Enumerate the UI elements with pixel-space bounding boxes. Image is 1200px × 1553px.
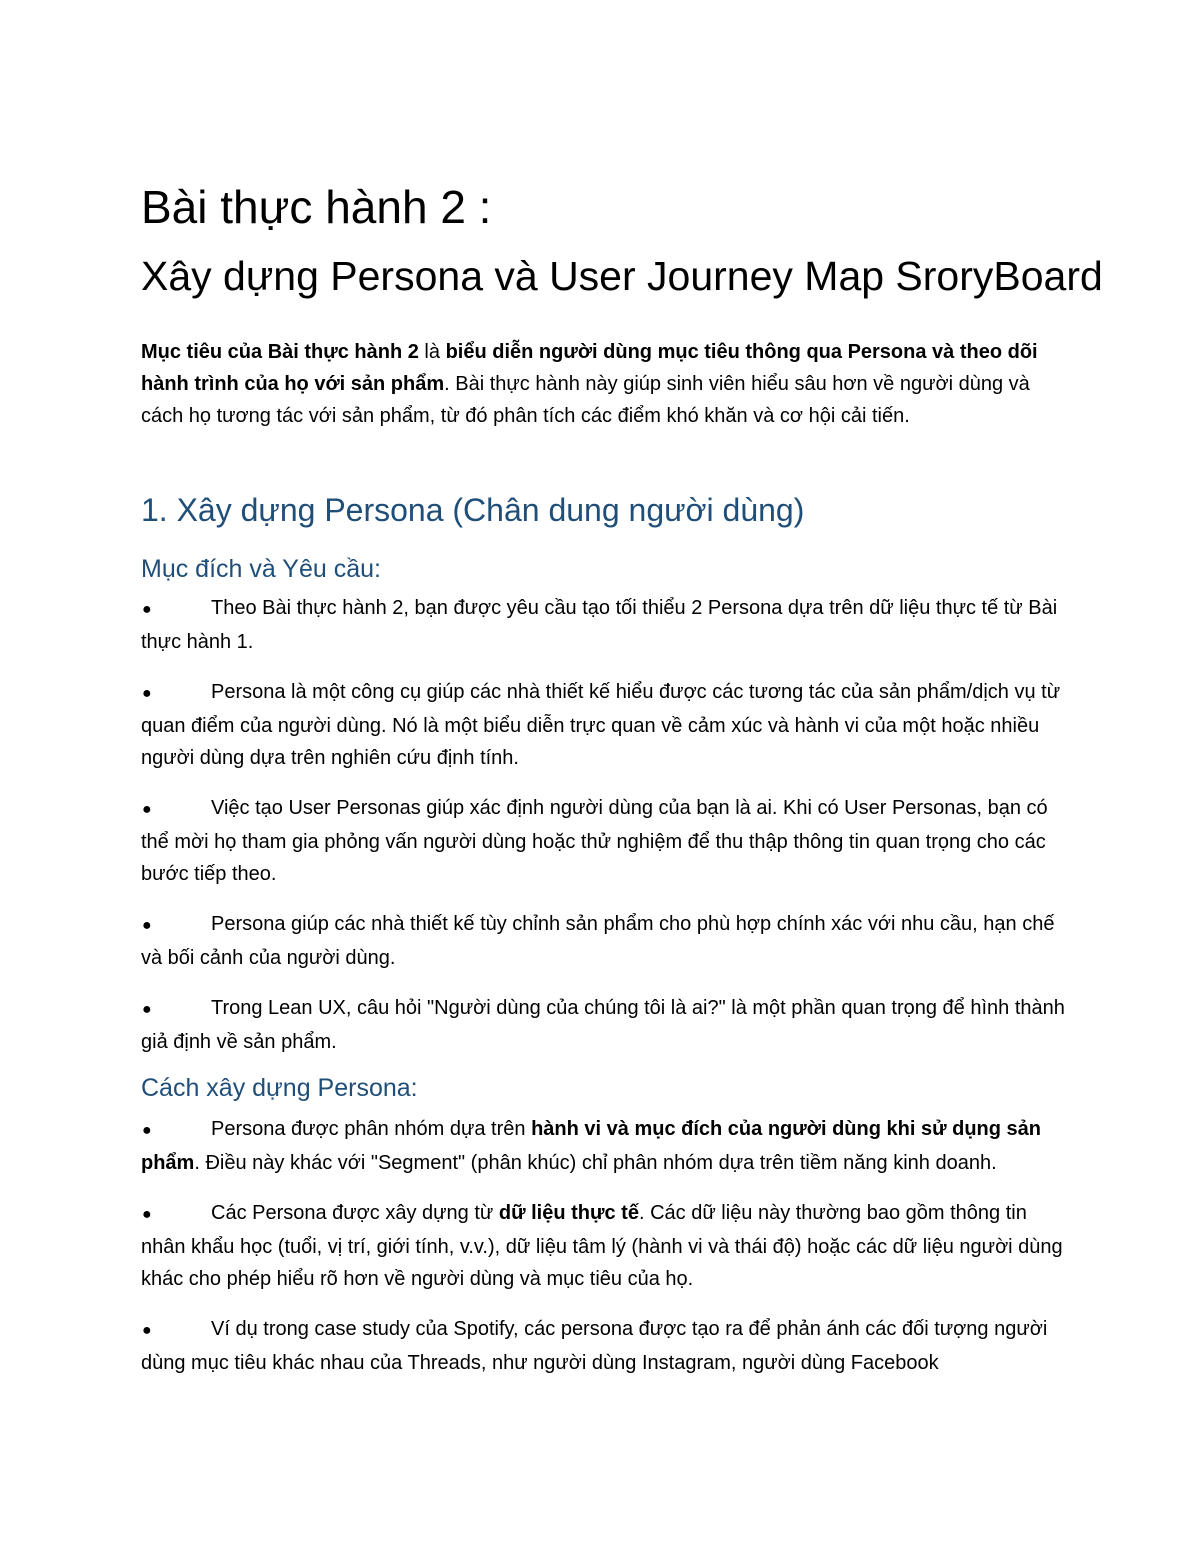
- bullet-icon: [141, 1315, 211, 1347]
- list-item-text: Việc tạo User Personas giúp xác định người dùng của bạn là ai. Khi có User Personas, bạn có thể mời họ tham gia phỏng vấn người dùng hoặc thử nghiệm để thu thập thông tin quan trọng cho các bước tiếp theo.: [141, 797, 1048, 885]
- intro-bold-mid: biểu diễn người dùng mục tiêu thông qua Persona và theo dõi hành trình của họ với sản phẩm: [141, 341, 1038, 395]
- list-item-text: Persona được phân nhóm dựa trên: [211, 1118, 532, 1140]
- purpose-heading: Mục đích và Yêu cầu:: [141, 555, 381, 583]
- list-item-text: . Điều này khác với "Segment" (phân khúc) chỉ phân nhóm dựa trên tiềm năng kinh doanh.: [194, 1152, 997, 1174]
- purpose-list: [141, 592, 1066, 1076]
- list-item-text: Persona là một công cụ giúp các nhà thiết kế hiểu được các tương tác của sản phẩm/dịch vụ từ quan điểm của người dùng. Nó là một biểu diễn trực quan về cảm xúc và hành vi của một hoặc nhiều người dùng dựa trên nghiên cứu định tính.: [141, 681, 1061, 769]
- list-item: [141, 908, 1066, 974]
- list-item: [141, 676, 1066, 774]
- section-1-heading: 1. Xây dựng Persona (Chân dung người dùng): [141, 492, 805, 528]
- bullet-icon: [141, 1115, 211, 1147]
- document-subtitle: Xây dựng Persona và User Journey Map SroryBoard: [141, 253, 1103, 299]
- list-item-text: Ví dụ trong case study của Spotify, các persona được tạo ra để phản ánh các đối tượng người dùng mục tiêu khác nhau của Threads, như người dùng Instagram, người dùng Facebook: [141, 1318, 1048, 1374]
- list-item: [141, 792, 1066, 890]
- how-to-heading: Cách xây dựng Persona:: [141, 1074, 418, 1102]
- list-item-text: Trong Lean UX, câu hỏi "Người dùng của chúng tôi là ai?" là một phần quan trọng để hình thành giả định về sản phẩm.: [141, 997, 1065, 1053]
- how-to-list: [141, 1113, 1066, 1397]
- bullet-icon: [141, 910, 211, 942]
- intro-bold-lead: Mục tiêu của Bài thực hành 2: [141, 341, 419, 363]
- bullet-icon: [141, 594, 211, 626]
- intro-text-2: . Bài thực hành này giúp sinh viên hiểu sâu hơn về người dùng và cách họ tương tác với sản phẩm, từ đó phân tích các điểm khó khăn và cơ hội cải tiến.: [141, 373, 1030, 427]
- list-item-bold: hành vi và mục đích của người dùng khi sử dụng sản phẩm: [141, 1118, 1041, 1174]
- bullet-icon: [141, 678, 211, 710]
- intro-text-1: là: [418, 341, 446, 363]
- document-title: Bài thực hành 2 :: [141, 181, 492, 233]
- list-item: [141, 992, 1066, 1058]
- intro-paragraph: [141, 336, 1061, 432]
- list-item-text: Persona giúp các nhà thiết kế tùy chỉnh sản phẩm cho phù hợp chính xác với nhu cầu, hạn chế và bối cảnh của người dùng.: [141, 913, 1055, 969]
- bullet-icon: [141, 794, 211, 826]
- list-item-text: Các Persona được xây dựng từ: [211, 1202, 499, 1224]
- list-item: [141, 1197, 1066, 1295]
- list-item-bold: dữ liệu thực tế: [498, 1202, 639, 1224]
- list-item: [141, 1313, 1066, 1379]
- bullet-icon: [141, 1199, 211, 1231]
- list-item-text: . Các dữ liệu này thường bao gồm thông tin nhân khẩu học (tuổi, vị trí, giới tính, v.v.), dữ liệu tâm lý (hành vi và thái độ) hoặc các dữ liệu người dùng khác cho phép hiểu rõ hơn về người dùng và mục tiêu của họ.: [141, 1202, 1063, 1290]
- list-item: [141, 1113, 1066, 1179]
- list-item: [141, 592, 1066, 658]
- bullet-icon: [141, 994, 211, 1026]
- list-item-text: Theo Bài thực hành 2, bạn được yêu cầu tạo tối thiểu 2 Persona dựa trên dữ liệu thực tế từ Bài thực hành 1.: [141, 597, 1058, 653]
